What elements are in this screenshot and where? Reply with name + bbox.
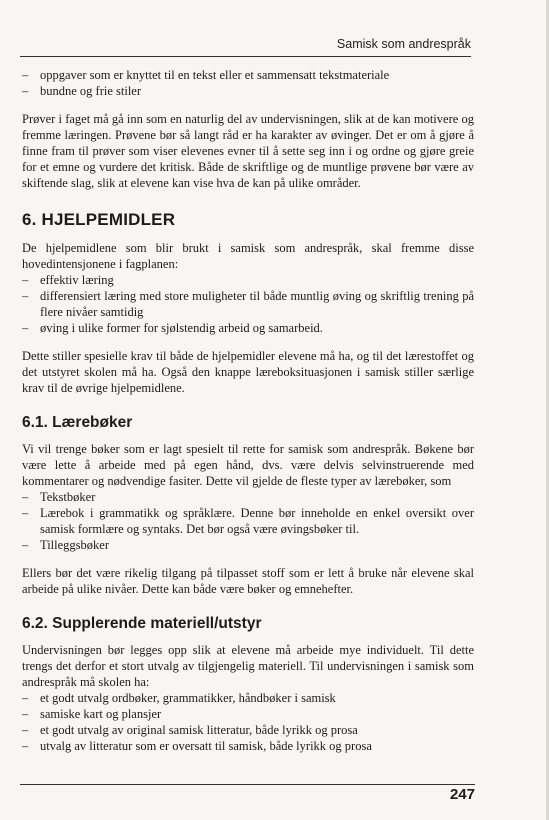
list-item: – effektiv læring: [22, 272, 474, 288]
section-6-lead: De hjelpemidlene som blir brukt i samisk som andrespråk, skal fremme disse hovedintensjonene i fagplanen:: [22, 241, 474, 271]
page-number: 247: [449, 786, 475, 803]
section-6-list: [22, 272, 474, 336]
list-item: – differensiert læring med store muligheter til både muntlig øving og skriftlig trening på flere nivåer samtidig: [22, 288, 474, 320]
page-body: [22, 67, 474, 754]
list-item: – utvalg av litteratur som er oversatt til samisk, både lyrikk og prosa: [22, 738, 474, 754]
section-6-heading: 6. HJELPEMIDLER: [22, 210, 176, 229]
list-item: – oppgaver som er knyttet til en tekst eller et sammensatt tekstmateriale: [22, 67, 474, 83]
section-6-1-lead: Vi vil trenge bøker som er lagt spesielt til rette for samisk som andrespråk. Bøkene bør være lette å arbeide med på egen hånd, dvs. være delvis selvinstruerende med kommentarer og nødvendige fasiter. Dette vil gjelde de fleste typer av lærebøker, som: [22, 442, 474, 488]
footer-rule: [20, 784, 475, 785]
intro-paragraph: Prøver i faget må gå inn som en naturlig del av undervisningen, slik at de kan motivere og fremme læringen. Prøvene bør så langt råd er ha karakter av øvinger. Det er om å gjøre å finne fram til prøver som viser elevenes evner til å sette seg inn i og ordne og gjøre greie for et emne og vurdere det kritisk. Både de skriftlige og de muntlige prøvene bør være av skiftende slag, slik at elevene kan vise hva de kan på ulike områder.: [22, 112, 474, 190]
section-6-2-lead: Undervisningen bør legges opp slik at elevene må arbeide mye individuelt. Til dette trengs det derfor et stort utvalg av tilgjengelig materiell. Til undervisningen i samisk som andrespråk må skolen ha:: [22, 643, 474, 689]
section-6-1-paragraph: Ellers bør det være rikelig tilgang på tilpasset stoff som er lett å bruke når elevene skal arbeide på ulike nivåer. Dette kan både være bøker og emnehefter.: [22, 566, 474, 596]
running-head: Samisk som andrespråk: [336, 37, 471, 51]
list-item: – Tilleggsbøker: [22, 537, 474, 553]
list-item: – Tekstbøker: [22, 489, 474, 505]
header-rule: [20, 56, 471, 57]
list-item: – et godt utvalg av original samisk litteratur, både lyrikk og prosa: [22, 722, 474, 738]
section-6-2-list: [22, 690, 474, 754]
section-6-2-heading: 6.2. Supplerende materiell/utstyr: [22, 615, 262, 632]
list-item: – Lærebok i grammatikk og språklære. Denne bør inneholde en enkel oversikt over samisk formlære og syntaks. Det bør også være øvingsbøker til.: [22, 505, 474, 537]
intro-list: [22, 67, 474, 99]
section-6-1-heading: 6.1. Lærebøker: [22, 414, 133, 431]
list-item: – øving i ulike former for sjølstendig arbeid og samarbeid.: [22, 320, 474, 336]
section-6-paragraph: Dette stiller spesielle krav til både de hjelpemidler elevene må ha, og til det lærestoffet og det utstyret skolen må ha. Også den knappe læreboksituasjonen i samisk stiller særlige krav til de øvrige hjelpemidlene.: [22, 349, 474, 395]
list-item: – bundne og frie stiler: [22, 83, 474, 99]
list-item: – samiske kart og plansjer: [22, 706, 474, 722]
section-6-1-list: [22, 489, 474, 553]
list-item: – et godt utvalg ordbøker, grammatikker, håndbøker i samisk: [22, 690, 474, 706]
